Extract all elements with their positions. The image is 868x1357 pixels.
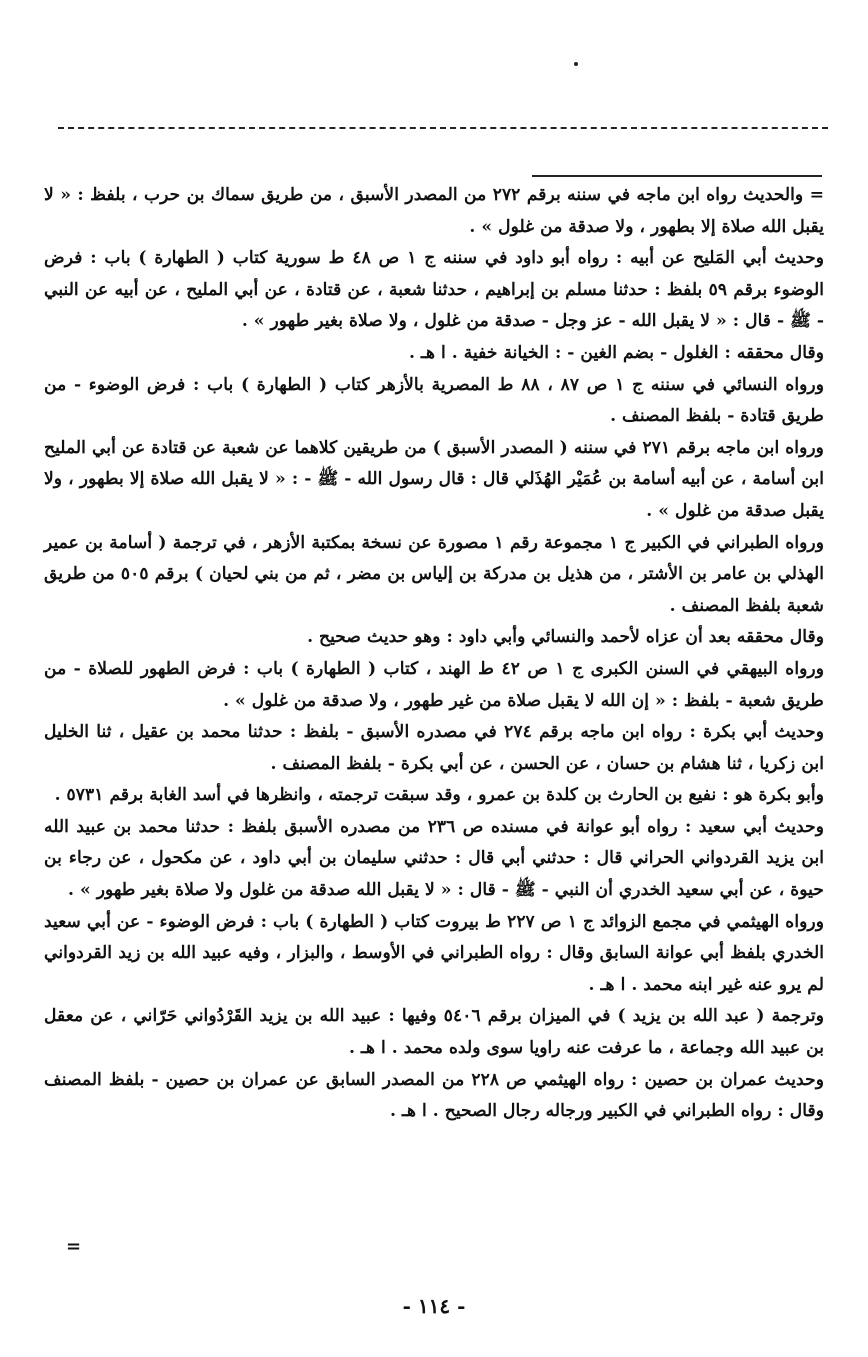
paragraph: ورواه البيهقي في السنن الكبرى ج ١ ص ٤٢ ط الهند ، كتاب ( الطهارة ) باب : فرض الطهور للصلاة - من طريق شعبة - بلفظ : « إن الله لا يقبل صلاة من غير طهور ، ولا صدقة من غلول » .: [44, 658, 824, 711]
paragraph: وحديث أبي سعيد : رواه أبو عوانة في مسنده ص ٢٣٦ من مصدره الأسبق بلفظ : حدثنا محمد بن عبيد الله ابن يزيد القردواني الحراني قال : حدثني أبي قال : حدثني سليمان بن أبي داود ، عن مكحول ، عن رجاء بن حيوة ، عن أبي سعيد الخدري أن النبي - ﷺ - قال : « لا يقبل الله صدقة من غلول ولا صلاة بغير طهور » .: [44, 816, 824, 901]
paragraph: وقال محققه : الغلول - بضم الغين - : الخيانة خفية . ا هـ .: [408, 342, 824, 363]
paragraph: وحديث أبي المَليح عن أبيه : رواه أبو داود في سننه ج ١ ص ٤٨ ط سورية كتاب ( الطهارة ) باب : فرض الوضوء برقم ٥٩ بلفظ : حدثنا مسلم بن إبراهيم ، حدثنا شعبة ، عن قتادة ، عن أبي المليح ، عن أبيه عن النبي - ﷺ - قال : « لا يقبل الله - عز وجل - صدقة من غلول ، ولا صلاة بغير طهور » .: [44, 248, 825, 332]
paragraph: وترجمة ( عبد الله بن يزيد ) في الميزان برقم ٥٤٠٦ وفيها : عبيد الله بن يزيد القَرْدُواني حَرّاني ، عن معقل بن عبيد الله وجماعة ، ما عرفت عنه راويا سوى ولده محمد . ا هـ .: [44, 1006, 824, 1059]
dashed-separator: [58, 127, 828, 129]
top-dot: [574, 62, 578, 66]
paragraph: ورواه النسائي في سننه ج ١ ص ٨٧ ، ٨٨ ط المصرية بالأزهر كتاب ( الطهارة ) باب : فرض الوضوء - من طريق قتادة - بلفظ المصنف .: [44, 374, 825, 427]
paragraph: ورواه الطبراني في الكبير ج ١ مجموعة رقم ١ مصورة عن نسخة بمكتبة الأزهر ، في ترجمة ( أسامة بن عمير الهذلي بن عامر بن الأشتر ، من هذيل بن مدركة بن إلياس بن مضر ، ثم من بني لحيان ) برقم ٥٠٥ من طريق شعبة بلفظ المصنف .: [44, 532, 825, 616]
continuation-mark: =: [66, 1236, 82, 1257]
footnote-text: [44, 180, 824, 1128]
paragraph: = والحديث رواه ابن ماجه في سننه برقم ٢٧٢ من المصدر الأسبق ، من طريق سماك بن حرب ، بلفظ : « لا يقبل الله صلاة إلا بطهور ، ولا صدقة من غلول » .: [44, 185, 824, 237]
page-number: - ١١٤ -: [402, 1294, 466, 1318]
paragraph: وحديث أبي بكرة : رواه ابن ماجه برقم ٢٧٤ في مصدره الأسبق - بلفظ : حدثنا محمد بن عقيل ، ثنا الخليل ابن زكريا ، ثنا هشام بن حسان ، عن الحسن ، عن أبي بكرة - بلفظ المصنف .: [44, 722, 824, 774]
paragraph: وقال محققه بعد أن عزاه لأحمد والنسائي وأبي داود : وهو حديث صحيح .: [307, 627, 824, 648]
paragraph: وحديث عمران بن حصين : رواه الهيثمي ص ٢٢٨ من المصدر السابق عن عمران بن حصين - بلفظ المصنف وقال : رواه الطبراني في الكبير ورجاله رجال الصحيح . ا هـ .: [44, 1069, 825, 1122]
paragraph: وأبو بكرة هو : نفيع بن الحارث بن كلدة بن عمرو ، وقد سبقت ترجمته ، وانظرها في أسد الغابة برقم ٥٧٣١ .: [54, 785, 824, 806]
paragraph: ورواه ابن ماجه برقم ٢٧١ في سننه ( المصدر الأسبق ) من طريقين كلاهما عن شعبة عن قتادة عن أبي المليح ابن أسامة ، عن أبيه أسامة بن عُمَيْر الهُذَلي قال : قال رسول الله - ﷺ - : « لا يقبل الله صلاة إلا بطهور ، ولا يقبل صدقة من غلول » .: [44, 437, 824, 521]
paragraph: ورواه الهيثمي في مجمع الزوائد ج ١ ص ٢٢٧ ط بيروت كتاب ( الطهارة ) باب : فرض الوضوء - عن أبي سعيد الخدري بلفظ أبي عوانة السابق وقال : رواه الطبراني في الأوسط ، والبزار ، وفيه عبيد الله بن زيد القردواني لم يرو عنه غير ابنه محمد . ا هـ .: [44, 911, 824, 995]
footnote-rule: [532, 175, 822, 177]
